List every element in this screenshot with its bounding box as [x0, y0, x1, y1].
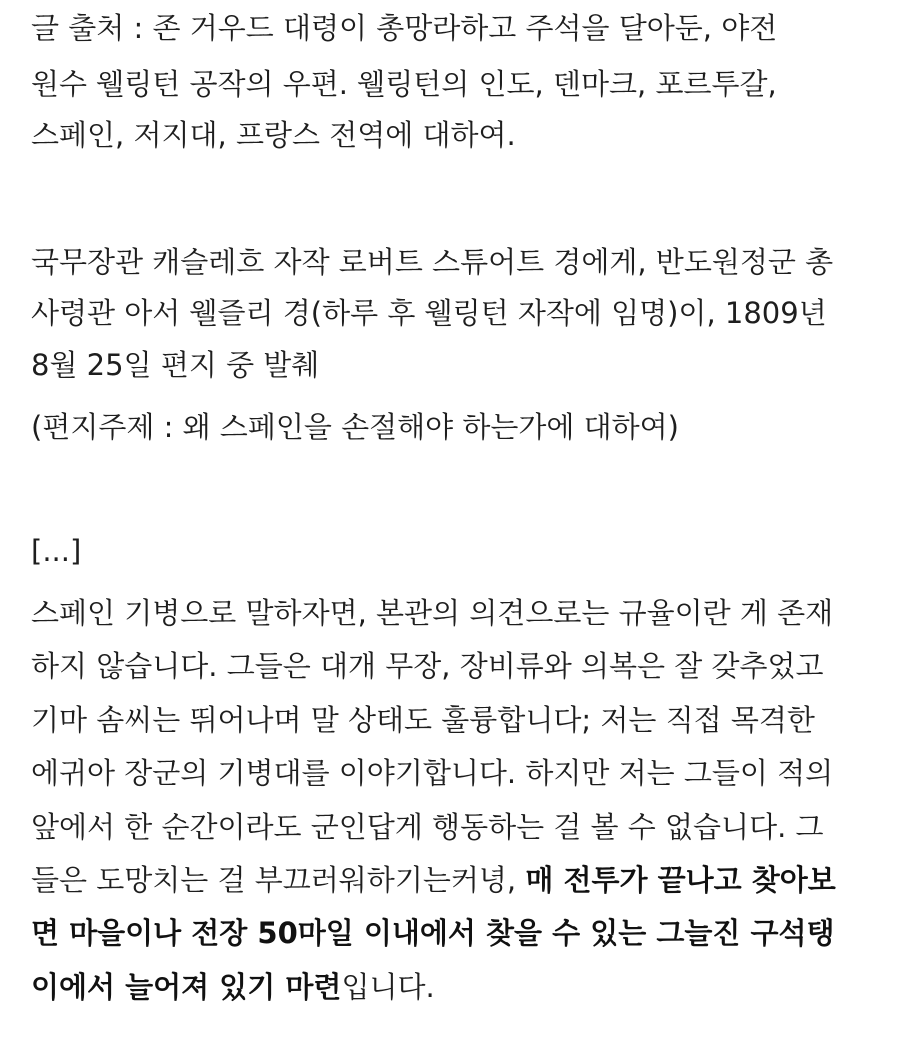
source-line-3: 스페인, 저지대, 프랑스 전역에 대하여. — [31, 118, 516, 152]
letter-header-line-2: 사령관 아서 웰즐리 경(하루 후 웰링턴 자작에 임명)이, 1809년 — [31, 296, 827, 330]
body-line-8 — [31, 969, 435, 1005]
ellipsis-marker: [...] — [31, 534, 82, 568]
source-line-1: 글 출처 : 존 거우드 대령이 총망라하고 주석을 달아둔, 야전 — [31, 11, 778, 45]
body-line-6-regular: 들은 도망치는 걸 부끄러워하기는커녕, — [31, 863, 526, 897]
source-line-2: 원수 웰링턴 공작의 우편. 웰링턴의 인도, 덴마크, 포르투갈, — [31, 67, 777, 101]
body-line-7 — [31, 915, 835, 951]
letter-header-line-1: 국무장관 캐슬레흐 자작 로버트 스튜어트 경에게, 반도원정군 총 — [31, 245, 834, 279]
body-line-7-bold: 면 마을이나 전장 50마일 이내에서 찾을 수 있는 그늘진 구석탱 — [31, 916, 835, 950]
body-line-8-bold: 이에서 늘어져 있기 마련 — [31, 970, 342, 1004]
body-line-6-bold: 매 전투가 끝나고 찾아보 — [525, 863, 836, 897]
body-line-4: 에귀아 장군의 기병대를 이야기합니다. 하지만 저는 그들이 적의 — [31, 756, 834, 790]
body-line-1: 스페인 기병으로 말하자면, 본관의 의견으로는 규율이란 게 존재 — [31, 596, 834, 630]
letter-subject: (편지주제 : 왜 스페인을 손절해야 하는가에 대하여) — [31, 410, 679, 444]
letter-header-line-3: 8월 25일 편지 중 발췌 — [31, 348, 320, 382]
body-line-8-regular: 입니다. — [341, 970, 435, 1004]
body-line-2: 하지 않습니다. 그들은 대개 무장, 장비류와 의복은 잘 갖추었고 — [31, 649, 824, 683]
body-line-3: 기마 솜씨는 뛰어나며 말 상태도 훌륭합니다; 저는 직접 목격한 — [31, 703, 815, 737]
body-line-5: 앞에서 한 순간이라도 군인답게 행동하는 걸 볼 수 없습니다. 그 — [31, 810, 824, 844]
body-line-6 — [31, 862, 836, 898]
